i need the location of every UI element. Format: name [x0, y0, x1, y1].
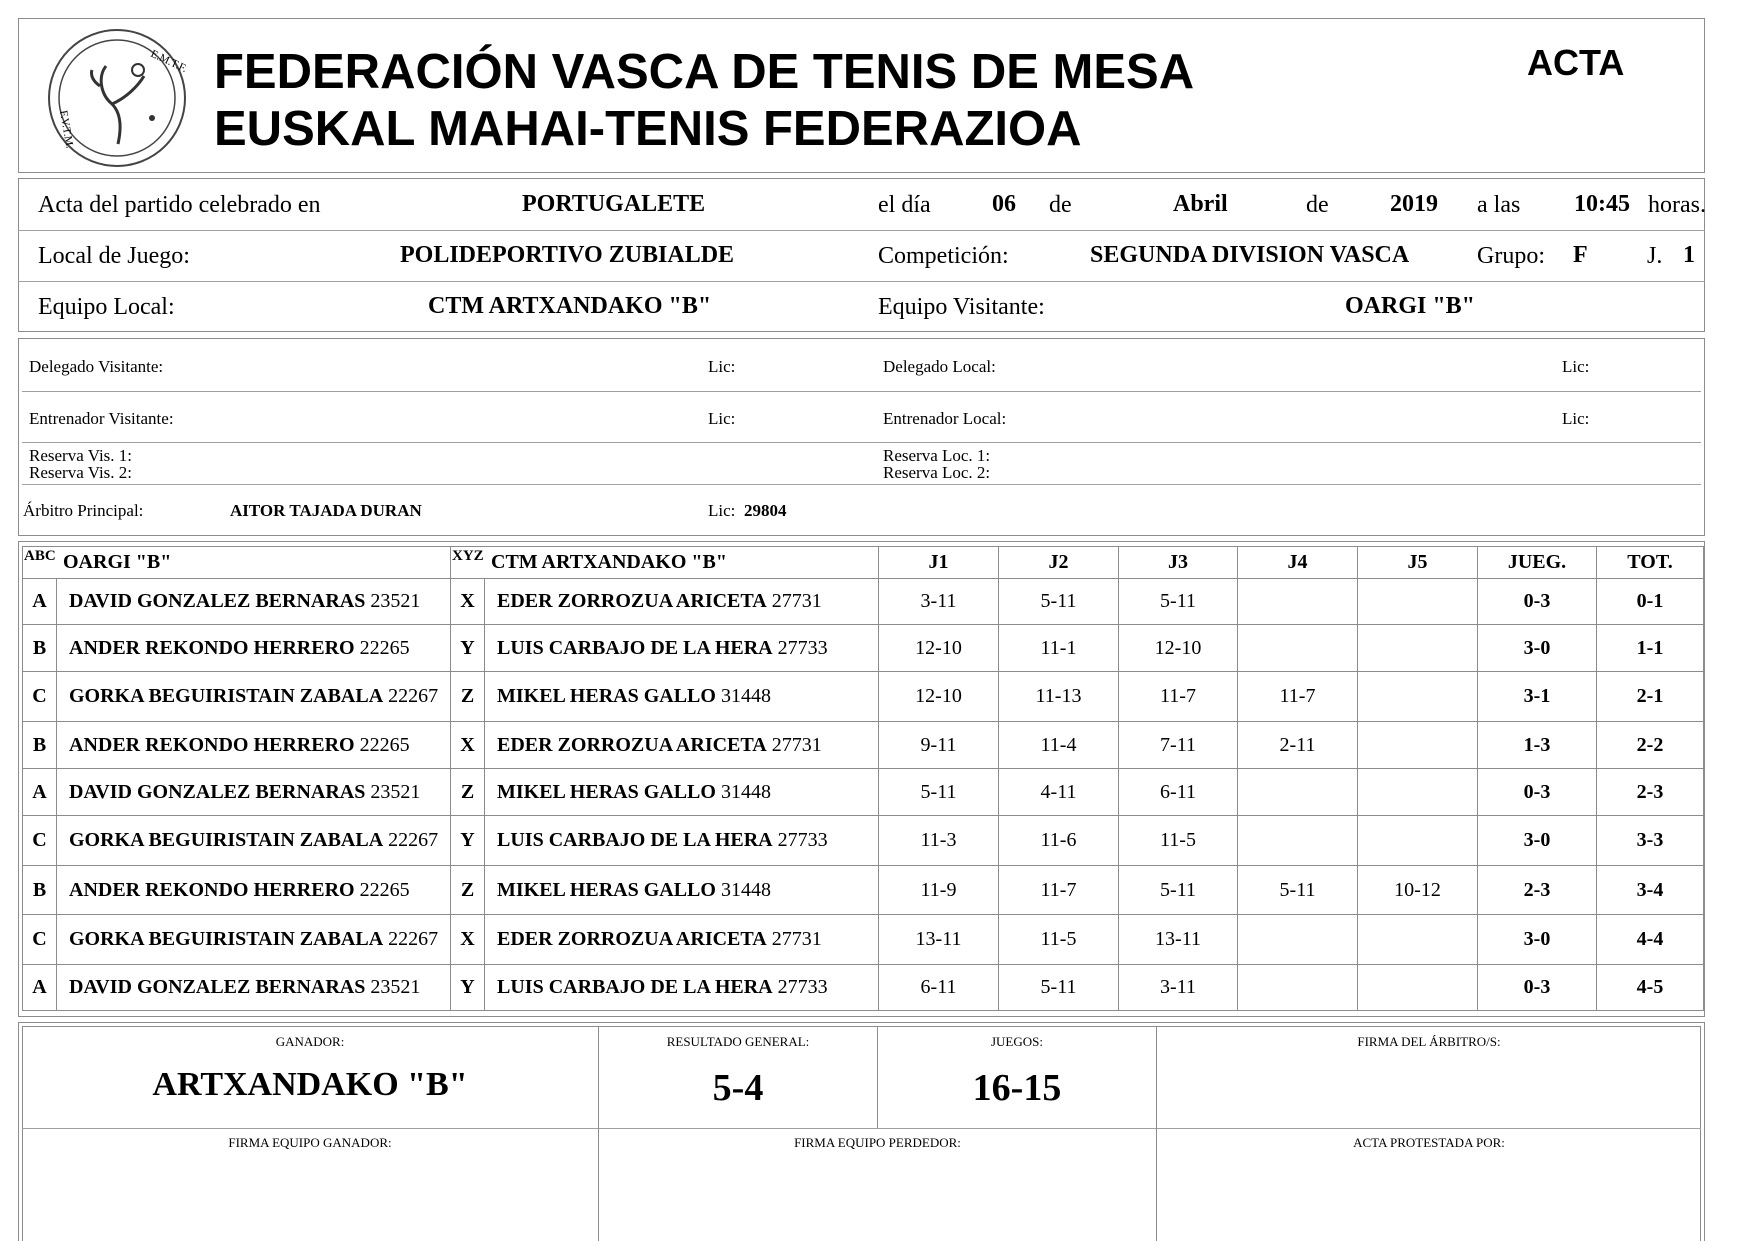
games-score: 3-0 — [1478, 625, 1597, 672]
player-a-letter: A — [23, 965, 57, 1011]
player-a-license: 22267 — [388, 829, 439, 851]
game-3-score: 12-10 — [1119, 625, 1238, 672]
referee-signature-label: FIRMA DEL ÁRBITRO/S: — [1357, 1034, 1501, 1049]
running-total: 3-4 — [1597, 866, 1704, 915]
team-b-header — [451, 547, 879, 579]
game-4-score: 2-11 — [1238, 722, 1358, 769]
games-score: 3-0 — [1478, 915, 1597, 965]
game-4-score — [1238, 816, 1358, 866]
divider — [22, 1128, 1701, 1129]
player-a-name: GORKA BEGUIRISTAIN ZABALA — [69, 829, 384, 851]
player-b-license: 27733 — [777, 829, 828, 851]
celebrated-label: Acta del partido celebrado en — [38, 192, 321, 218]
player-a-name: ANDER REKONDO HERRERO — [69, 636, 355, 659]
game-4-score — [1238, 965, 1358, 1011]
player-b-cell — [485, 769, 879, 816]
match-row — [23, 579, 1704, 625]
player-a-license: 22265 — [359, 733, 410, 756]
player-b-letter: X — [451, 915, 485, 965]
game-1-score: 11-9 — [879, 866, 999, 915]
player-b-name: MIKEL HERAS GALLO — [497, 780, 716, 803]
reserve-visitor-1: Reserva Vis. 1: — [29, 446, 133, 465]
player-a-name: ANDER REKONDO HERRERO — [69, 733, 355, 756]
player-b-license: 31448 — [720, 685, 771, 707]
coach-local-label: Entrenador Local: — [883, 409, 1007, 428]
running-total: 1-1 — [1597, 625, 1704, 672]
player-b-letter: Z — [451, 769, 485, 816]
running-total: 2-1 — [1597, 672, 1704, 722]
player-b-license: 31448 — [720, 878, 771, 901]
team-a-header — [23, 547, 451, 579]
logo-bottom-text: F.V.T.M. — [57, 109, 76, 150]
player-a-cell — [57, 965, 451, 1011]
game-2-score: 5-11 — [999, 965, 1119, 1011]
game-3-score: 13-11 — [1119, 915, 1238, 965]
general-result-label: RESULTADO GENERAL: — [666, 1034, 810, 1049]
game-4-score — [1238, 915, 1358, 965]
player-b-name: MIKEL HERAS GALLO — [497, 685, 716, 707]
player-b-letter: Z — [451, 672, 485, 722]
divider — [22, 391, 1701, 392]
player-b-letter: X — [451, 579, 485, 625]
player-b-cell — [485, 816, 879, 866]
player-a-name: DAVID GONZALEZ BERNARAS — [69, 590, 366, 612]
player-a-license: 23521 — [370, 976, 421, 998]
game-1-score: 13-11 — [879, 915, 999, 965]
col-total: TOT. — [1597, 547, 1704, 579]
games-result: 16-15 — [972, 1067, 1062, 1109]
game-3-score: 11-7 — [1119, 672, 1238, 722]
team-b-name: CTM ARTXANDAKO "B" — [491, 551, 727, 573]
group-label: Grupo: — [1477, 243, 1545, 269]
game-2-score: 11-6 — [999, 816, 1119, 866]
abc-label: ABC — [24, 548, 56, 564]
player-a-cell — [57, 866, 451, 915]
game-1-score: 6-11 — [879, 965, 999, 1011]
running-total: 4-4 — [1597, 915, 1704, 965]
player-a-letter: A — [23, 579, 57, 625]
player-a-license: 22267 — [388, 928, 439, 950]
player-b-name: EDER ZORROZUA ARICETA — [497, 928, 767, 950]
player-b-name: LUIS CARBAJO DE LA HERA — [497, 636, 773, 659]
player-b-letter: Y — [451, 625, 485, 672]
game-1-score: 5-11 — [879, 769, 999, 816]
player-a-cell — [57, 769, 451, 816]
player-a-license: 23521 — [370, 780, 421, 803]
game-5-score — [1358, 672, 1478, 722]
game-5-score: 10-12 — [1358, 866, 1478, 915]
player-b-license: 27731 — [771, 928, 822, 950]
round-label: J. — [1647, 243, 1663, 269]
match-row — [23, 672, 1704, 722]
player-b-name: EDER ZORROZUA ARICETA — [497, 590, 767, 612]
game-2-score: 11-1 — [999, 625, 1119, 672]
reserve-local-2: Reserva Loc. 2: — [883, 463, 991, 482]
player-a-name: ANDER REKONDO HERRERO — [69, 878, 355, 901]
match-city: PORTUGALETE — [522, 191, 706, 217]
games-score: 0-3 — [1478, 769, 1597, 816]
player-b-letter: Z — [451, 866, 485, 915]
player-b-letter: Y — [451, 816, 485, 866]
game-3-score: 11-5 — [1119, 816, 1238, 866]
games-score: 0-3 — [1478, 965, 1597, 1011]
player-b-cell — [485, 625, 879, 672]
winner-name: ARTXANDAKO "B" — [152, 1066, 468, 1103]
game-3-score: 5-11 — [1119, 579, 1238, 625]
matches-table — [22, 546, 1704, 1011]
team-a-name: OARGI "B" — [63, 551, 172, 573]
player-b-license: 27733 — [777, 636, 828, 659]
games-label: JUEGOS: — [990, 1034, 1043, 1049]
games-score: 2-3 — [1478, 866, 1597, 915]
winner-label: GANADOR: — [275, 1034, 345, 1049]
match-year: 2019 — [1390, 191, 1438, 217]
lic-label: Lic: — [708, 357, 736, 376]
game-5-score — [1358, 769, 1478, 816]
title-basque: EUSKAL MAHAI-TENIS FEDERAZIOA — [214, 102, 1082, 156]
round-value: 1 — [1683, 242, 1695, 268]
games-score: 3-1 — [1478, 672, 1597, 722]
referee-name: AITOR TAJADA DURAN — [230, 501, 422, 520]
player-a-letter: B — [23, 866, 57, 915]
game-1-score: 3-11 — [879, 579, 999, 625]
player-b-cell — [485, 915, 879, 965]
player-a-cell — [57, 579, 451, 625]
player-a-cell — [57, 915, 451, 965]
general-result: 5-4 — [712, 1067, 764, 1109]
game-4-score — [1238, 579, 1358, 625]
player-a-name: DAVID GONZALEZ BERNARAS — [69, 780, 366, 803]
group-value: F — [1573, 242, 1588, 268]
match-row — [23, 866, 1704, 915]
match-row — [23, 965, 1704, 1011]
divider — [22, 484, 1701, 485]
winner-signature-label: FIRMA EQUIPO GANADOR: — [228, 1135, 392, 1150]
document-type: ACTA — [1527, 42, 1625, 83]
player-a-letter: C — [23, 672, 57, 722]
player-a-letter: C — [23, 816, 57, 866]
player-a-name: GORKA BEGUIRISTAIN ZABALA — [69, 685, 384, 707]
game-1-score: 12-10 — [879, 625, 999, 672]
player-a-cell — [57, 722, 451, 769]
player-b-name: MIKEL HERAS GALLO — [497, 878, 716, 901]
col-j4: J4 — [1238, 547, 1358, 579]
match-row — [23, 625, 1704, 672]
lic-label: Lic: — [1562, 357, 1590, 376]
game-2-score: 11-13 — [999, 672, 1119, 722]
game-1-score: 11-3 — [879, 816, 999, 866]
divider — [18, 230, 1705, 231]
game-5-score — [1358, 915, 1478, 965]
games-score: 1-3 — [1478, 722, 1597, 769]
player-b-license: 31448 — [720, 780, 771, 803]
home-team-name: CTM ARTXANDAKO "B" — [428, 293, 712, 319]
games-score: 0-3 — [1478, 579, 1597, 625]
federation-logo — [40, 26, 194, 170]
match-day: 06 — [992, 191, 1016, 217]
running-total: 2-2 — [1597, 722, 1704, 769]
venue-name: POLIDEPORTIVO ZUBIALDE — [400, 242, 735, 268]
divider — [1156, 1026, 1157, 1241]
player-b-name: LUIS CARBAJO DE LA HERA — [497, 976, 773, 998]
title-spanish: FEDERACIÓN VASCA DE TENIS DE MESA — [214, 45, 1195, 99]
game-3-score: 3-11 — [1119, 965, 1238, 1011]
player-a-license: 22265 — [359, 878, 410, 901]
player-b-license: 27731 — [771, 733, 822, 756]
divider — [18, 281, 1705, 282]
col-j1: J1 — [879, 547, 999, 579]
venue-label: Local de Juego: — [38, 243, 190, 269]
game-4-score — [1238, 625, 1358, 672]
col-j3: J3 — [1119, 547, 1238, 579]
player-a-letter: B — [23, 722, 57, 769]
referee-label: Árbitro Principal: — [23, 501, 144, 520]
game-1-score: 9-11 — [879, 722, 999, 769]
player-a-license: 22267 — [388, 685, 439, 707]
home-team-label: Equipo Local: — [38, 294, 175, 320]
game-2-score: 11-5 — [999, 915, 1119, 965]
xyz-label: XYZ — [452, 548, 484, 564]
running-total: 3-3 — [1597, 816, 1704, 866]
player-a-license: 22265 — [359, 636, 410, 659]
match-time: 10:45 — [1574, 191, 1630, 217]
player-a-cell — [57, 672, 451, 722]
running-total: 2-3 — [1597, 769, 1704, 816]
match-rows — [23, 579, 1704, 1011]
player-b-cell — [485, 722, 879, 769]
protest-label: ACTA PROTESTADA POR: — [1353, 1135, 1505, 1150]
lic-label: Lic: — [708, 409, 736, 428]
player-b-name: LUIS CARBAJO DE LA HERA — [497, 829, 773, 851]
game-1-score: 12-10 — [879, 672, 999, 722]
games-score: 3-0 — [1478, 816, 1597, 866]
at-label: a las — [1477, 192, 1521, 218]
game-5-score — [1358, 965, 1478, 1011]
lic-label: Lic: — [1562, 409, 1590, 428]
player-a-cell — [57, 816, 451, 866]
away-team-label: Equipo Visitante: — [878, 294, 1045, 320]
col-juegos: JUEG. — [1478, 547, 1597, 579]
match-row — [23, 769, 1704, 816]
hours-label: horas. — [1648, 192, 1706, 218]
game-4-score: 11-7 — [1238, 672, 1358, 722]
game-5-score — [1358, 579, 1478, 625]
coach-visitor-label: Entrenador Visitante: — [29, 409, 174, 428]
running-total: 0-1 — [1597, 579, 1704, 625]
player-b-letter: X — [451, 722, 485, 769]
competition-label: Competición: — [878, 243, 1009, 269]
running-total: 4-5 — [1597, 965, 1704, 1011]
game-2-score: 11-7 — [999, 866, 1119, 915]
game-5-score — [1358, 816, 1478, 866]
player-a-letter: B — [23, 625, 57, 672]
player-b-license: 27733 — [777, 976, 828, 998]
player-a-name: DAVID GONZALEZ BERNARAS — [69, 976, 366, 998]
delegate-local-label: Delegado Local: — [883, 357, 996, 376]
player-b-cell — [485, 866, 879, 915]
match-row — [23, 915, 1704, 965]
lic-label: Lic: — [708, 501, 736, 520]
player-a-name: GORKA BEGUIRISTAIN ZABALA — [69, 928, 384, 950]
delegate-visitor-label: Delegado Visitante: — [29, 357, 164, 376]
game-3-score: 5-11 — [1119, 866, 1238, 915]
player-b-license: 27731 — [771, 590, 822, 612]
game-3-score: 6-11 — [1119, 769, 1238, 816]
game-4-score: 5-11 — [1238, 866, 1358, 915]
player-a-cell — [57, 625, 451, 672]
player-a-letter: A — [23, 769, 57, 816]
player-a-letter: C — [23, 915, 57, 965]
reserve-local-1: Reserva Loc. 1: — [883, 446, 991, 465]
divider — [598, 1026, 599, 1241]
match-row — [23, 722, 1704, 769]
loser-signature-label: FIRMA EQUIPO PERDEDOR: — [794, 1135, 961, 1150]
result-inner-box — [22, 1026, 1701, 1241]
player-b-letter: Y — [451, 965, 485, 1011]
game-4-score — [1238, 769, 1358, 816]
player-b-cell — [485, 579, 879, 625]
col-j5: J5 — [1358, 547, 1478, 579]
competition-name: SEGUNDA DIVISION VASCA — [1090, 242, 1410, 268]
day-label: el día — [878, 192, 931, 218]
reserve-visitor-2: Reserva Vis. 2: — [29, 463, 133, 482]
game-5-score — [1358, 722, 1478, 769]
game-2-score: 11-4 — [999, 722, 1119, 769]
de-label-2: de — [1306, 192, 1329, 218]
away-team-name: OARGI "B" — [1345, 293, 1475, 319]
game-2-score: 5-11 — [999, 579, 1119, 625]
match-month: Abril — [1173, 191, 1228, 217]
de-label-1: de — [1049, 192, 1072, 218]
game-2-score: 4-11 — [999, 769, 1119, 816]
col-j2: J2 — [999, 547, 1119, 579]
player-b-name: EDER ZORROZUA ARICETA — [497, 733, 767, 756]
referee-lic: 29804 — [744, 501, 787, 520]
game-5-score — [1358, 625, 1478, 672]
player-b-cell — [485, 672, 879, 722]
game-3-score: 7-11 — [1119, 722, 1238, 769]
table-header-row — [23, 547, 1704, 579]
divider — [22, 442, 1701, 443]
logo-top-text: E.M.T.F. — [148, 47, 189, 76]
match-row — [23, 816, 1704, 866]
player-b-cell — [485, 965, 879, 1011]
player-a-license: 23521 — [370, 590, 421, 612]
